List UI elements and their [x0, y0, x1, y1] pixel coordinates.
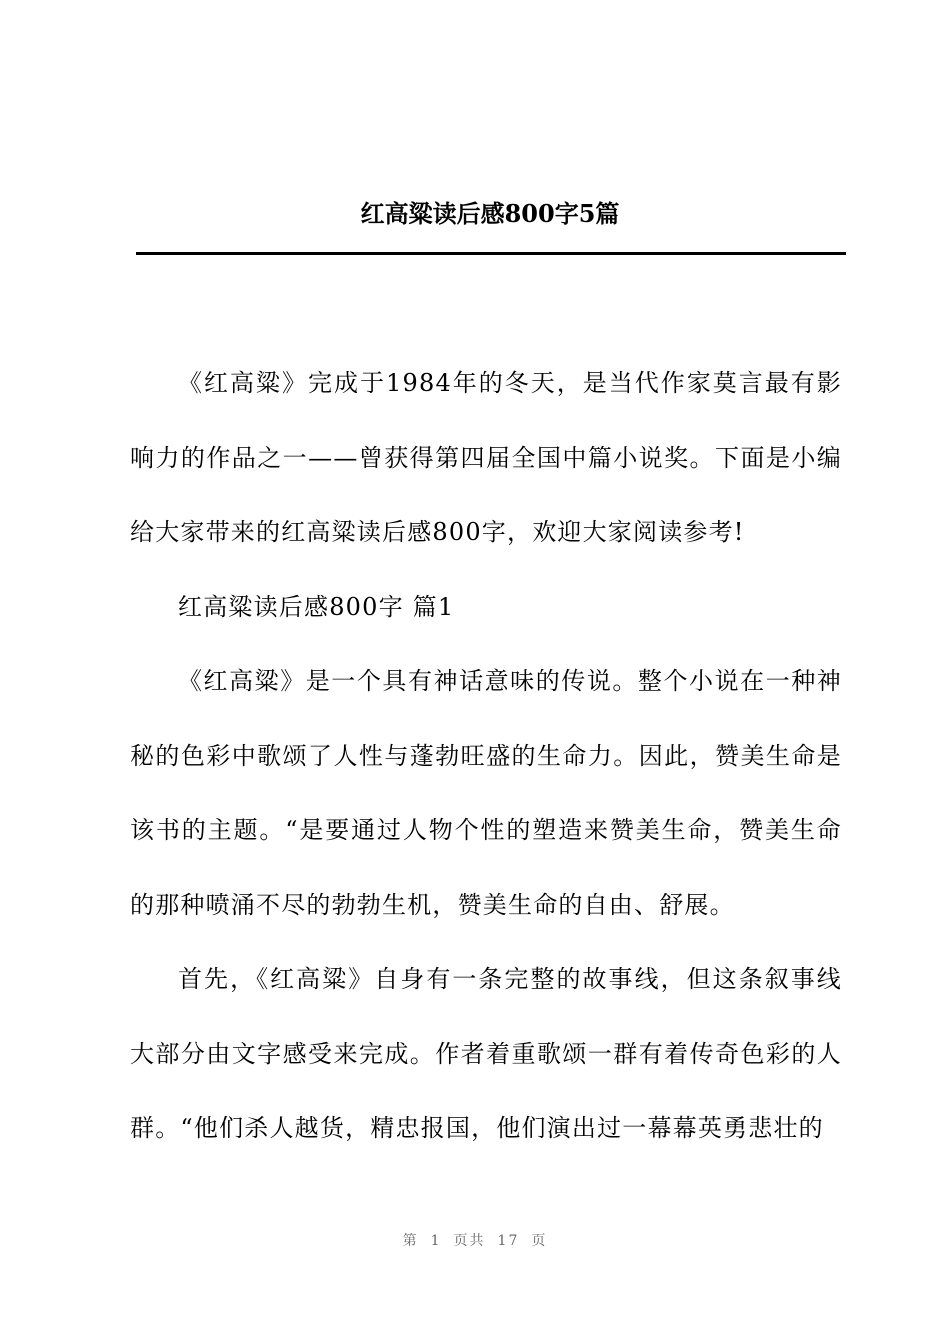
body-paragraph: 首先，《红高粱》自身有一条完整的故事线，但这条叙事线大部分由文字感受来完成。作者着重歌颂一群有着传奇色彩的人群。“他们杀人越货，精忠报国，他们演出过一幕幕英勇悲壮的: [130, 965, 842, 1142]
body-paragraph: 《红高粱》是一个具有神话意味的传说。整个小说在一种神秘的色彩中歌颂了人性与蓬勃旺盛的生命力。因此，赞美生命是该书的主题。“是要通过人物个性的塑造来赞美生命，赞美生命的那种喷涌不尽的勃勃生机，赞美生命的自由、舒展。: [130, 667, 842, 919]
title-divider: [136, 252, 846, 255]
footer-prefix: 第: [402, 1233, 419, 1249]
document-title: 红高粱读后感800字5篇: [360, 199, 620, 228]
footer-middle: 页共: [453, 1233, 486, 1249]
footer-page-number: 1: [430, 1233, 442, 1249]
footer-suffix: 页: [531, 1233, 548, 1249]
page-footer: [0, 1230, 950, 1250]
section-heading: 红高粱读后感800字 篇1: [178, 592, 455, 621]
footer-total-pages: 17: [497, 1233, 520, 1249]
document-body: [130, 346, 842, 1166]
intro-paragraph: 《红高粱》完成于1984年的冬天，是当代作家莫言最有影响力的作品之一——曾获得第四届全国中篇小说奖。下面是小编给大家带来的红高粱读后感800字，欢迎大家阅读参考!: [130, 369, 842, 546]
